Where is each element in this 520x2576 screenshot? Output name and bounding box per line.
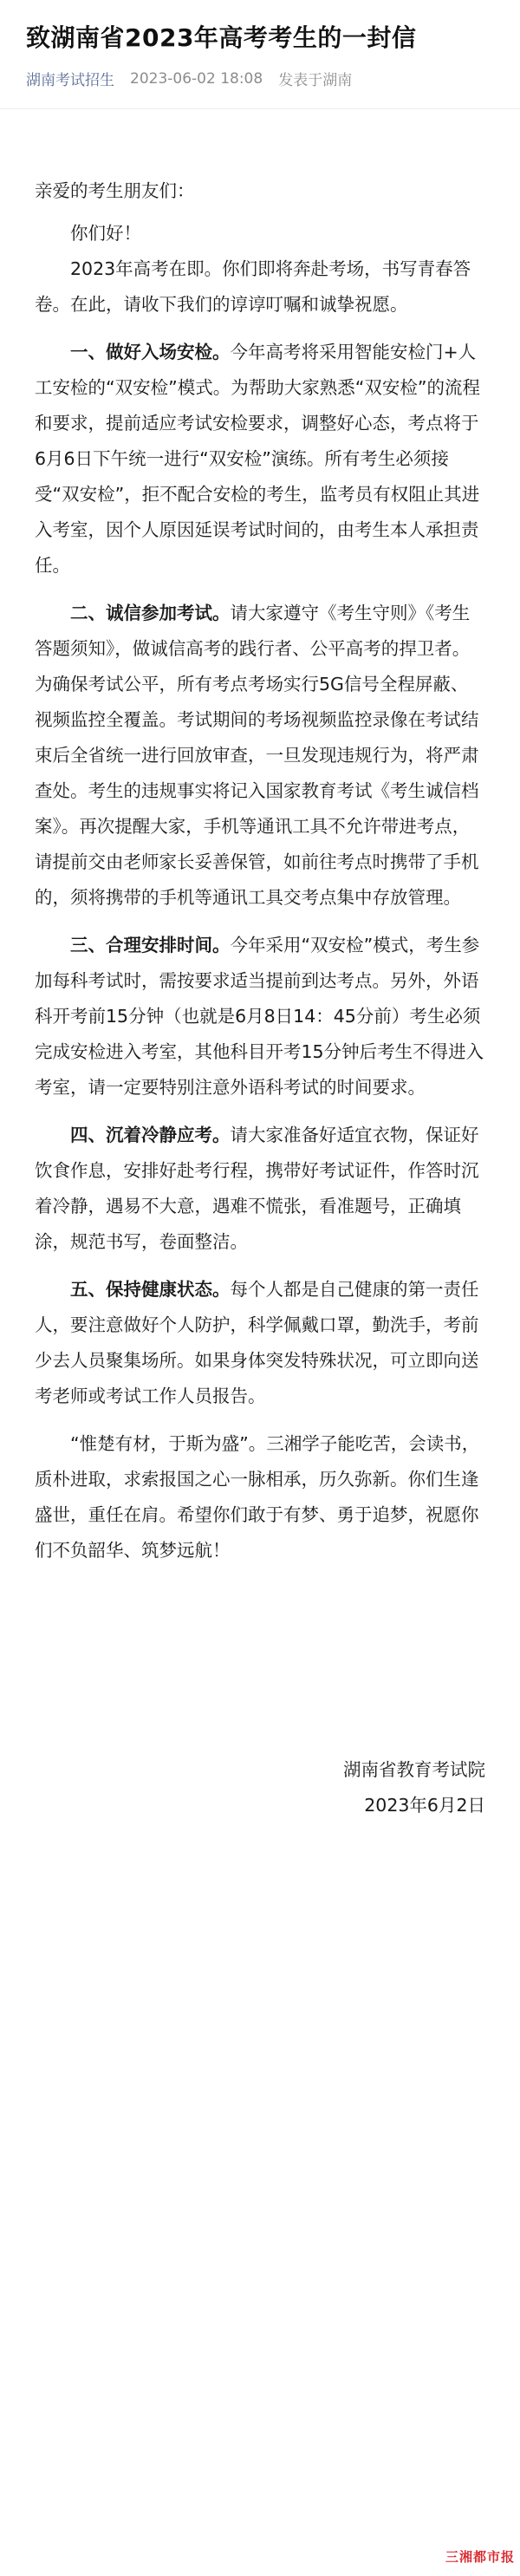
- letter-hello: 你们好！: [70, 223, 141, 244]
- section-4-heading: 四、沉着冷静应考。: [70, 1125, 231, 1145]
- letter-body: [35, 173, 485, 1823]
- letter-intro: 2023年高考在即。你们即将奔赴考场，书写青春答卷。在此，请收下我们的谆谆叮嘱和诚挚祝愿。: [35, 258, 471, 315]
- publish-location: 发表于湖南: [278, 72, 353, 89]
- section-4: [35, 1118, 485, 1260]
- section-1-body: 今年高考将采用智能安检门+人工安检的“双安检”模式。为帮助大家熟悉“双安检”的流程和要求，提前适应考试安检要求，调整好心态，考点将于6月6日下午统一进行“双安检”演练。所有考生必须接受“双安检”，拒不配合安检的考生，监考员有权阻止其进入考室，因个人原因延误考试时间的，由考生本人承担责任。: [35, 342, 480, 576]
- section-3-heading: 三、合理安排时间。: [70, 935, 231, 955]
- section-4-body: 请大家准备好适宜衣物，保证好饮食作息，安排好赴考行程，携带好考试证件，作答时沉着冷静，遇易不大意，遇难不慌张，看准题号，正确填涂，规范书写，卷面整洁。: [35, 1125, 479, 1252]
- article-meta: [26, 68, 494, 89]
- section-5-body: 每个人都是自己健康的第一责任人，要注意做好个人防护，科学佩戴口罩，勤洗手，考前少去人员聚集场所。如果身体突发特殊状况，可立即向送考老师或考试工作人员报告。: [35, 1279, 479, 1406]
- newspaper-watermark: 三湘都市报: [445, 2549, 515, 2565]
- article-header: [0, 0, 520, 89]
- section-2: [35, 596, 485, 916]
- section-1-heading: 一、做好入场安检。: [70, 342, 231, 362]
- letter-closing: “惟楚有材，于斯为盛”。三湘学子能吃苦，会读书，质朴进取，求索报国之心一脉相承，历久弥新。你们生逢盛世，重任在肩。希望你们敢于有梦、勇于追梦，祝愿你们不负韶华、筑梦远航！: [35, 1433, 480, 1561]
- article-title: 致湖南省2023年高考考生的一封信: [26, 23, 417, 52]
- signature-date: 2023年6月2日: [364, 1795, 485, 1816]
- account-name-link[interactable]: 湖南考试招生: [26, 72, 114, 89]
- section-3: [35, 928, 485, 1105]
- section-5: [35, 1272, 485, 1414]
- section-2-body: 请大家遵守《考生守则》《考生答题须知》，做诚信高考的践行者、公平高考的捍卫者。为确保考试公平，所有考点考场实行5G信号全程屏蔽、视频监控全覆盖。考试期间的考场视频监控录像在考试结束后全省统一进行回放审查，一旦发现违规行为，将严肃查处。考生的违规事实将记入国家教育考试《考生诚信档案》。再次提醒大家，手机等通讯工具不允许带进考点，请提前交由老师家长妥善保管，如前往考点时携带了手机的，须将携带的手机等通讯工具交考点集中存放管理。: [35, 603, 479, 908]
- header-divider: [0, 108, 520, 109]
- signature-organization: 湖南省教育考试院: [343, 1759, 485, 1780]
- section-3-body: 今年采用“双安检”模式，考生参加每科考试时，需按要求适当提前到达考点。另外，外语科开考前15分钟（也就是6月8日14：45分前）考生必须完成安检进入考室，其他科目开考15分钟后考生不得进入考室，请一定要特别注意外语科考试的时间要求。: [35, 935, 484, 1098]
- letter-greeting: 亲爱的考生朋友们：: [35, 180, 195, 201]
- section-1: [35, 335, 485, 584]
- publish-datetime: 2023-06-02 18:08: [130, 69, 263, 88]
- section-2-heading: 二、诚信参加考试。: [70, 603, 231, 623]
- section-5-heading: 五、保持健康状态。: [70, 1279, 231, 1300]
